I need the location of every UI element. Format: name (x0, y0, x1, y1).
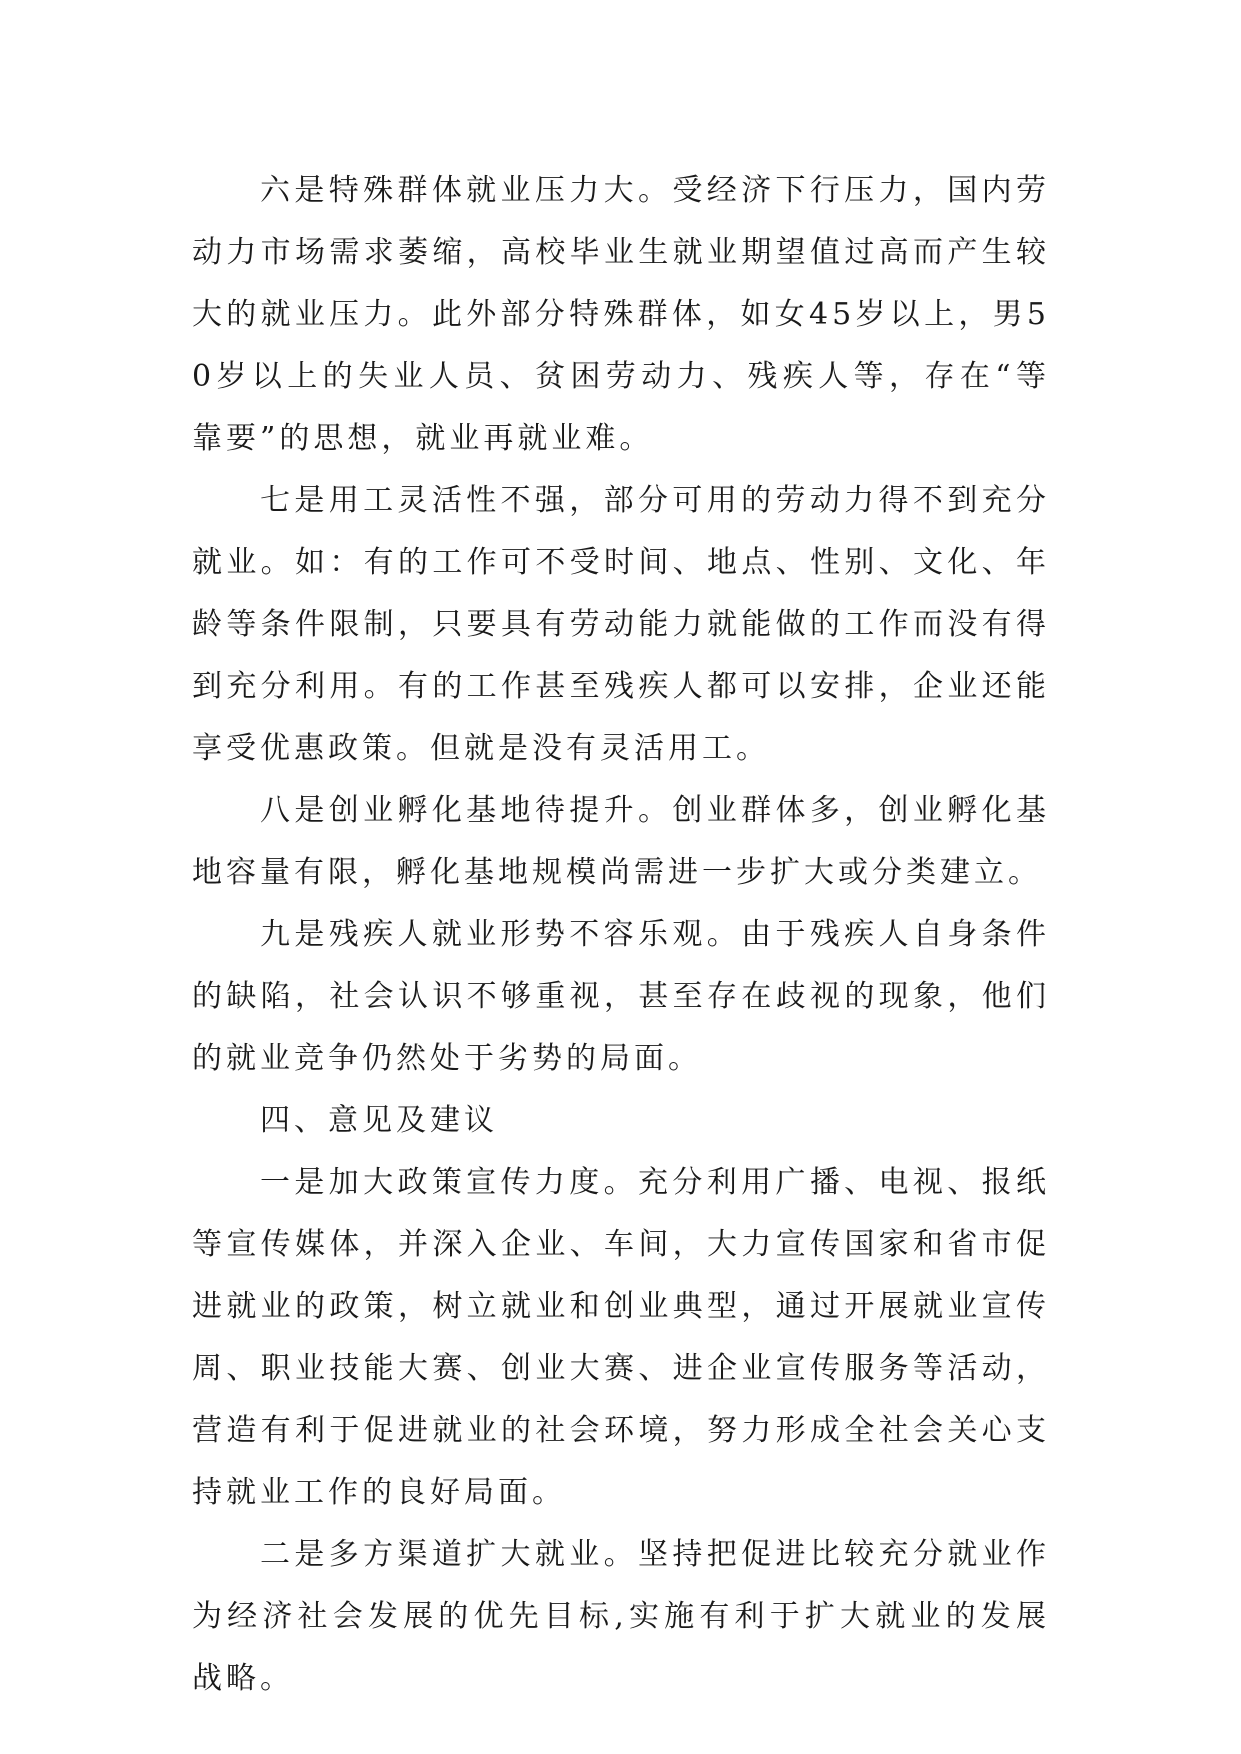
suggestion-two: 二是多方渠道扩大就业。坚持把促进比较充分就业作为经济社会发展的优先目标,实施有利于扩大就业的发展战略。 (192, 1537, 1050, 1696)
suggestion-one: 一是加大政策宣传力度。充分利用广播、电视、报纸等宣传媒体，并深入企业、车间，大力宣传国家和省市促进就业的政策，树立就业和创业典型，通过开展就业宣传周、职业技能大赛、创业大赛、进企业宣传服务等活动，营造有利于促进就业的社会环境，努力形成全社会关心支持就业工作的良好局面。 (192, 1165, 1050, 1510)
document-page (192, 160, 1050, 1710)
paragraph-nine: 九是残疾人就业形势不容乐观。由于残疾人自身条件的缺陷，社会认识不够重视，甚至存在歧视的现象，他们的就业竞争仍然处于劣势的局面。 (192, 917, 1050, 1076)
paragraph-eight: 八是创业孵化基地待提升。创业群体多，创业孵化基地容量有限，孵化基地规模尚需进一步扩大或分类建立。 (192, 793, 1050, 890)
paragraph-six: 六是特殊群体就业压力大。受经济下行压力，国内劳动力市场需求萎缩，高校毕业生就业期望值过高而产生较大的就业压力。此外部分特殊群体，如女45岁以上，男50岁以上的失业人员、贫困劳动力、残疾人等，存在“等靠要”的思想，就业再就业难。 (192, 173, 1050, 456)
paragraph-seven: 七是用工灵活性不强，部分可用的劳动力得不到充分就业。如：有的工作可不受时间、地点、性别、文化、年龄等条件限制，只要具有劳动能力就能做的工作而没有得到充分利用。有的工作甚至残疾人都可以安排，企业还能享受优惠政策。但就是没有灵活用工。 (192, 483, 1050, 766)
section-heading: 四、意见及建议 (260, 1103, 498, 1138)
